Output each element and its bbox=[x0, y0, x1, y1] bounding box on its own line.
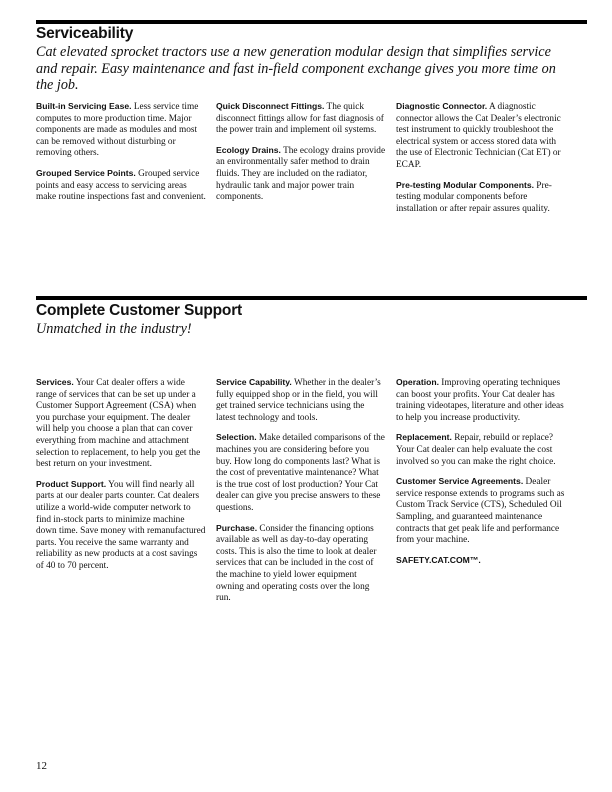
service-capability-paragraph: Service Capability. Whether in the dealer’s fully equipped shop or in the field, you will get trained service technicians using the latest technology and tools. bbox=[216, 377, 381, 423]
ecology-drains-paragraph: Ecology Drains. The ecology drains provide an environmentally safer method to drain fluids. They are included on the radiator, hydraulic tank and major power train components. bbox=[216, 144, 386, 203]
services-paragraph: Services. Your Cat dealer offers a wide range of services that can be set up under a Customer Support Agreement (CSA) when you purchase your equipment. The dealer will help you choose a plan that can cover everything from machine and attachment selection to replacement, to help you get the best return on your investment. bbox=[36, 377, 201, 470]
serviceability-column-1 bbox=[36, 101, 206, 212]
support-subtitle: Unmatched in the industry! bbox=[36, 321, 192, 337]
replacement-paragraph: Replacement. Repair, rebuild or replace? Your Cat dealer can help evaluate the cost involved so you can make the right choice. bbox=[396, 432, 556, 467]
support-column-1 bbox=[36, 377, 206, 581]
support-title: Complete Customer Support bbox=[36, 302, 242, 319]
operation-paragraph: Operation. Improving operating techniques can boost your profits. Your Cat dealer has training videotapes, literature and other ideas to help you increase productivity. bbox=[396, 377, 564, 423]
serviceability-title: Serviceability bbox=[36, 25, 134, 42]
grouped-service-points-paragraph: Grouped Service Points. Grouped service points and easy access to servicing areas make routine inspections fast and convenient. bbox=[36, 167, 206, 203]
product-support-paragraph: Product Support. You will find nearly all parts at our dealer parts counter. Cat dealers utilize a world-wide computer network to find in-stock parts to minimize machine down time. Save money with remanufactured parts. You receive the same warranty and reliability as new products at a cost savings of 40 to 70 percent. bbox=[36, 478, 206, 571]
serviceability-top-rule bbox=[36, 20, 587, 24]
support-top-rule bbox=[36, 296, 587, 300]
selection-paragraph: Selection. Make detailed comparisons of the machines you are considering before you buy. How long do components last? What is the cost of preventative maintenance? What is the true cost of lost production? Your Cat dealer can give you precise answers to these questions. bbox=[216, 432, 385, 513]
support-column-2 bbox=[216, 377, 386, 613]
built-in-servicing-ease-paragraph: Built-in Servicing Ease. Less service time computes to more production time. Major components are made as modules and most can be removed without disturbing or removing others. bbox=[36, 101, 199, 159]
serviceability-column-3 bbox=[396, 101, 566, 223]
pre-testing-modular-components-paragraph: Pre-testing Modular Components. Pre-testing modular components before installation or after repair assures quality. bbox=[396, 179, 552, 214]
serviceability-subtitle: Cat elevated sprocket tractors use a new generation modular design that simplifies service and repair. Easy maintenance and fast in-field component exchange gives you more time on the job. bbox=[36, 44, 556, 93]
quick-disconnect-fittings-paragraph: Quick Disconnect Fittings. The quick disconnect fittings allow for fast diagnosis of the power train and implement oil systems. bbox=[216, 101, 384, 136]
serviceability-column-2 bbox=[216, 101, 386, 212]
page-number: 12 bbox=[36, 760, 47, 772]
support-column-3 bbox=[396, 377, 566, 575]
safety-cat-com-link[interactable]: SAFETY.CAT.COM™. bbox=[396, 554, 481, 565]
customer-service-agreements-paragraph: Customer Service Agreements. Dealer service response extends to programs such as Custom Track Service (CTS), Scheduled Oil Sampling, and guaranteed maintenance contracts that get peak life and performance from your machine. bbox=[396, 476, 565, 546]
diagnostic-connector-paragraph: Diagnostic Connector. A diagnostic connector allows the Cat Dealer’s electronic test instrument to quickly troubleshoot the electrical system or access stored data with the use of Electronic Technician (Cat ET) or ECAP. bbox=[396, 101, 561, 170]
purchase-paragraph: Purchase. Consider the financing options available as well as day-to-day operating costs. This is also the time to look at dealer services that can be included in the cost of the machine to yield lower equipment owning and operating costs over the long run. bbox=[216, 522, 377, 604]
